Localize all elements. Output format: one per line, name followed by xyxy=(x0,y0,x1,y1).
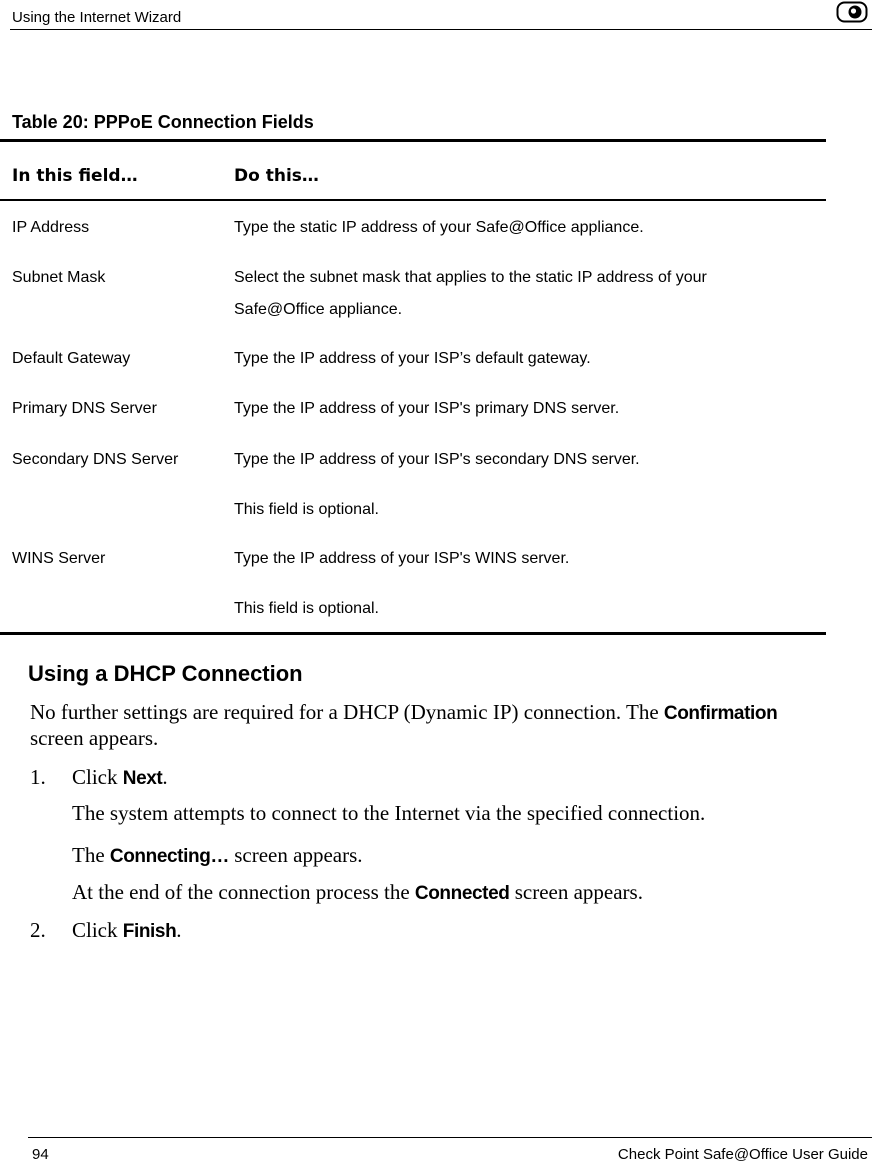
running-header: Using the Internet Wizard xyxy=(12,9,182,26)
step-2-number: 2. xyxy=(30,918,46,942)
row-default-gateway-field: Default Gateway xyxy=(12,350,131,367)
row-primary-dns-desc: Type the IP address of your ISP's primary DNS server. xyxy=(234,400,620,417)
column-header-action: Do this… xyxy=(234,166,319,186)
row-subnet-mask-desc: Select the subnet mask that applies to the static IP address of your xyxy=(234,269,707,286)
row-secondary-dns-desc: Type the IP address of your ISP's secondary DNS server. xyxy=(234,451,640,468)
page-number: 94 xyxy=(32,1146,49,1163)
connecting-screen-ref: Connecting… xyxy=(109,846,229,867)
table-caption: Table 20: PPPoE Connection Fields xyxy=(12,112,314,132)
row-subnet-mask-field: Subnet Mask xyxy=(12,269,106,286)
row-wins-server-note: This field is optional. xyxy=(234,600,379,617)
step-1-detail-3-suffix: screen appears. xyxy=(514,880,643,904)
table-bottom-rule xyxy=(0,632,826,635)
row-primary-dns-field: Primary DNS Server xyxy=(12,400,157,417)
guide-title: Check Point Safe@Office User Guide xyxy=(617,1146,868,1163)
step-1-detail-2 xyxy=(72,842,363,870)
section-heading: Using a DHCP Connection xyxy=(28,661,303,686)
step-1-detail-3-prefix: At the end of the connection process the xyxy=(72,880,410,904)
row-secondary-dns-note: This field is optional. xyxy=(234,501,379,518)
step-1-prefix: Click xyxy=(72,765,118,789)
table-top-rule xyxy=(0,139,826,142)
connected-screen-ref: Connected xyxy=(414,883,510,904)
row-secondary-dns-field: Secondary DNS Server xyxy=(12,451,179,468)
header-divider xyxy=(10,29,872,30)
step-1-detail-2-suffix: screen appears. xyxy=(234,843,363,867)
row-subnet-mask-desc-cont: Safe@Office appliance. xyxy=(234,301,403,318)
confirmation-screen-ref: Confirmation xyxy=(663,703,778,724)
step-1-detail-1: The system attempts to connect to the Internet via the specified connection. xyxy=(72,801,706,825)
row-ip-address-field: IP Address xyxy=(12,219,90,236)
step-1-detail-3 xyxy=(72,879,643,907)
intro-paragraph-line1 xyxy=(30,699,860,727)
next-button-ref: Next xyxy=(122,768,163,789)
intro-paragraph-line2: screen appears. xyxy=(30,726,159,750)
step-1-number: 1. xyxy=(30,765,46,789)
step-2-prefix: Click xyxy=(72,918,118,942)
step-2-suffix: . xyxy=(176,918,182,942)
step-1 xyxy=(72,764,168,792)
footer-divider xyxy=(28,1137,872,1138)
finish-button-ref: Finish xyxy=(122,921,177,942)
record-toggle-icon xyxy=(836,1,868,23)
row-wins-server-desc: Type the IP address of your ISP's WINS server. xyxy=(234,550,570,567)
row-wins-server-field: WINS Server xyxy=(12,550,106,567)
row-ip-address-desc: Type the static IP address of your Safe@Office appliance. xyxy=(234,219,644,236)
step-1-detail-2-prefix: The xyxy=(72,843,105,867)
intro-text: No further settings are required for a DHCP (Dynamic IP) connection. The xyxy=(30,700,659,724)
step-2 xyxy=(72,917,182,945)
row-default-gateway-desc: Type the IP address of your ISP’s default gateway. xyxy=(234,350,591,367)
table-header-rule xyxy=(0,199,826,201)
step-1-suffix: . xyxy=(162,765,168,789)
column-header-field: In this field… xyxy=(12,166,138,186)
